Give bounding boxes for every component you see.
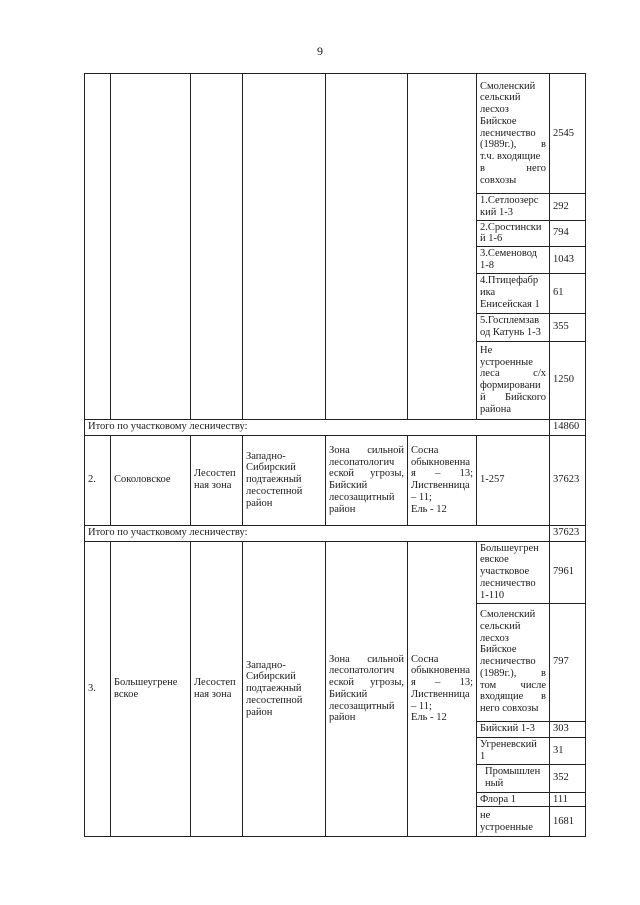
area-cell: 797 — [550, 603, 586, 721]
quarter-cell: Не устроенные леса с/х формировани й Бийского района — [477, 341, 550, 419]
area-cell: 111 — [550, 792, 586, 807]
quarter-cell: 3.Семеновод 1-8 — [477, 247, 550, 274]
area-cell: 1043 — [550, 247, 586, 274]
quarter-cell: 1.Сетлоозерс кий 1-3 — [477, 194, 550, 221]
zone-cell: Лесостеп ная зона — [191, 541, 243, 837]
district-cell: Западно-Сибирский подтаежный лесостепной район — [243, 541, 326, 837]
row-number: 3. — [85, 541, 111, 837]
quarter-cell: Промышлен ный — [477, 764, 550, 792]
area-cell: 352 — [550, 764, 586, 792]
species-cell: Сосна обыкновенна я – 13; Лиственница – 11; Ель - 12 — [408, 541, 477, 837]
total-value: 14860 — [550, 419, 586, 435]
species-cell: Сосна обыкновенна я – 13; Лиственница – 11; Ель - 12 — [408, 435, 477, 525]
cell-zone-empty — [191, 74, 243, 420]
total-row — [85, 525, 586, 541]
quarter-cell: не устроенные — [477, 807, 550, 837]
total-value: 37623 — [550, 525, 586, 541]
table-row — [85, 435, 586, 525]
cell-district-empty — [243, 74, 326, 420]
area-cell: 303 — [550, 721, 586, 737]
forestry-table — [84, 73, 586, 837]
quarter-cell: 2.Сростински й 1-6 — [477, 220, 550, 247]
quarter-cell: Большеугрен евское участковое лесничество 1-110 — [477, 541, 550, 603]
zone-cell: Лесостеп ная зона — [191, 435, 243, 525]
quarter-cell: Смоленский сельский лесхоз Бийское лесничество (1989г.), в т.ч. входящие в него совхозы — [477, 74, 550, 194]
cell-name-empty — [111, 74, 191, 420]
area-cell: 1250 — [550, 341, 586, 419]
area-cell: 794 — [550, 220, 586, 247]
quarter-cell: Флора 1 — [477, 792, 550, 807]
area-cell: 1681 — [550, 807, 586, 837]
row-number: 2. — [85, 435, 111, 525]
total-label: Итого по участковому лесничеству: — [85, 525, 550, 541]
quarter-cell: 4.Птицефабр ика Енисейская 1 — [477, 273, 550, 313]
quarter-cell: 5.Госплемзав од Катунь 1-3 — [477, 313, 550, 341]
cell-threat-empty — [326, 74, 408, 420]
area-cell: 61 — [550, 273, 586, 313]
threat-cell: Зона сильной лесопатологич еской угрозы, Бийский лесозащитный район — [326, 541, 408, 837]
area-cell: 2545 — [550, 74, 586, 194]
cell-num-empty — [85, 74, 111, 420]
forestry-name: Большеугрене вское — [111, 541, 191, 837]
area-cell: 355 — [550, 313, 586, 341]
total-label: Итого по участковому лесничеству: — [85, 419, 550, 435]
area-cell: 37623 — [550, 435, 586, 525]
threat-cell: Зона сильной лесопатологич еской угрозы, Бийский лесозащитный район — [326, 435, 408, 525]
cell-species-empty — [408, 74, 477, 420]
quarter-cell: 1-257 — [477, 435, 550, 525]
table-row — [85, 74, 586, 194]
total-row — [85, 419, 586, 435]
area-cell: 31 — [550, 737, 586, 764]
quarter-cell: Угреневский 1 — [477, 737, 550, 764]
quarter-cell: Смоленский сельский лесхоз Бийское лесничество (1989г.), в том числе входящие в него совхозы — [477, 603, 550, 721]
quarter-cell: Бийский 1-3 — [477, 721, 550, 737]
table-row — [85, 541, 586, 603]
district-cell: Западно-Сибирский подтаежный лесостепной район — [243, 435, 326, 525]
area-cell: 292 — [550, 194, 586, 221]
forestry-name: Соколовское — [111, 435, 191, 525]
page-number: 9 — [317, 44, 323, 58]
area-cell: 7961 — [550, 541, 586, 603]
